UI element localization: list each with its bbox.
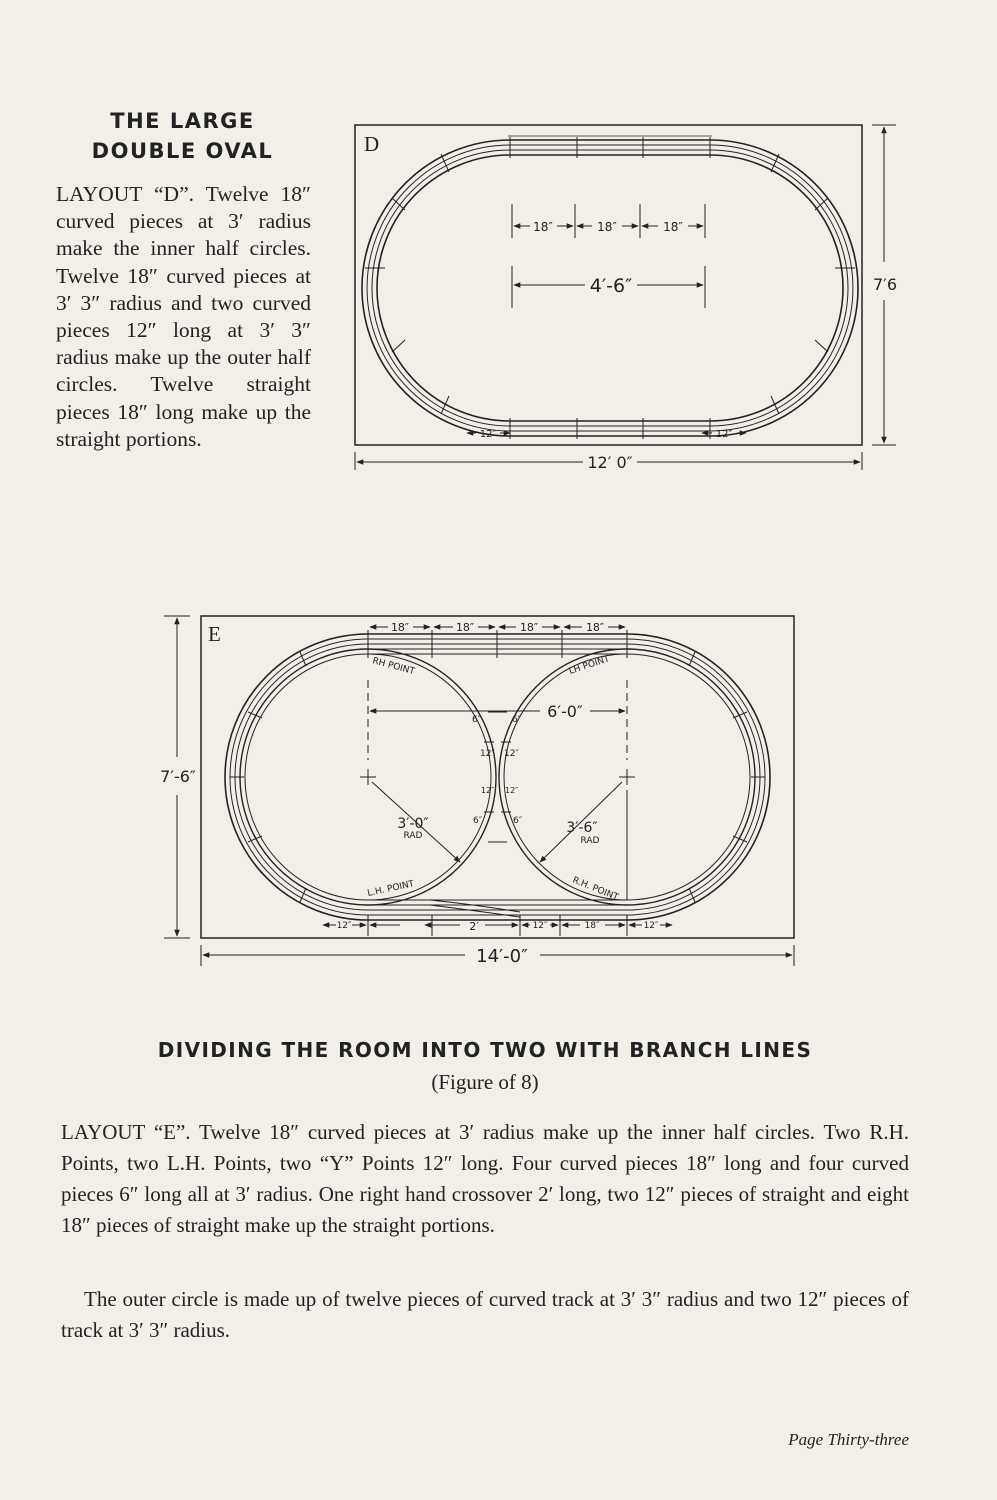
diagram-d-letter: D xyxy=(364,132,380,156)
diagram-d xyxy=(355,125,896,470)
diagram-e-dim-6-b: 6″ xyxy=(512,715,522,725)
diagram-e-dim-12-bl: 12″ xyxy=(336,921,352,931)
diagram-e-dim-18-bottom: 18″ xyxy=(584,921,600,931)
diagram-e-rh-point-top: RH POINT xyxy=(371,656,416,678)
diagram-e-letter: E xyxy=(208,622,221,646)
diagram-e-radius-left: 3′-0″ xyxy=(397,816,429,832)
diagram-e-lh-point-bottom: L.H. POINT xyxy=(366,879,416,899)
diagram-e-dim-6-a: 6″ xyxy=(472,715,482,725)
layout-e-heading: DIVIDING THE ROOM INTO TWO WITH BRANCH LINES xyxy=(157,1038,813,1062)
diagram-e-dim-18-c: 18″ xyxy=(519,621,539,634)
layout-e-paragraph-2: The outer circle is made up of twelve pieces of curved track at 3′ 3″ radius and two 12″ pieces of track at 3′ 3″ radius. xyxy=(61,1287,909,1342)
diagram-e-joints xyxy=(230,630,765,902)
diagram-e-dim-2: 2′ xyxy=(469,920,479,933)
diagram-e-dim-12-a: 12″ xyxy=(480,749,495,759)
diagram-e-track xyxy=(225,630,770,920)
diagram-d-dim-12-left: 12″ xyxy=(479,429,497,440)
diagram-e-dim-18-a: 18″ xyxy=(390,621,410,634)
diagram-e-rad-right: RAD xyxy=(580,836,600,846)
layout-d-description: LAYOUT “D”. Twelve 18″ curved pieces at 3′ radius make the inner half circles. Twelve 18″ curved pieces at 3′ 3″ radius and two curved pieces 12″ long at 3′ 3″ radius make up the outer half circles. Twelve straight pieces 18″ long make up the straight portions. xyxy=(56,182,311,451)
diagram-e-rh-point-bottom: R.H. POINT xyxy=(570,875,620,903)
diagram-e-radius-right: 3′-6″ xyxy=(566,820,598,836)
diagram-e-lh-point-top: LH POINT xyxy=(567,654,611,677)
diagram-e-dim-12-br: 12″ xyxy=(643,921,659,931)
diagram-e-dim-12-d: 12″ xyxy=(505,786,519,795)
diagram-e-width: 14′-0″ xyxy=(476,946,528,967)
diagram-d-dim-18-a: 18″ xyxy=(533,220,553,234)
diagram-e-dim-12-bm: 12″ xyxy=(532,921,548,931)
diagram-d-dim-4-6: 4′-6″ xyxy=(589,275,633,297)
diagram-d-dim-12-right: 12″ xyxy=(715,429,733,440)
diagram-d-dim-18-c: 18″ xyxy=(663,220,683,234)
layout-d-heading-line1: THE LARGE xyxy=(110,109,255,133)
layout-e-paragraph-1: LAYOUT “E”. Twelve 18″ curved pieces at 3′ radius make up the inner half circles. Two R.H. Points, two L.H. Points, two “Y” Points 12″ long. Four curved pieces 18″ long and four curved pieces 6″ long all at 3′ radius. One right hand crossover 2′ long, two 12″ pieces of straight and eight 18″ pieces of straight make up the straight portions. xyxy=(61,1120,909,1237)
diagram-d-dim-18-b: 18″ xyxy=(597,220,617,234)
diagram-e-dim-18-b: 18″ xyxy=(455,621,475,634)
diagram-e-frame xyxy=(201,616,794,938)
diagram-e-dim-12-b: 12″ xyxy=(504,749,519,759)
diagram-e-dim-6-c: 6″ xyxy=(473,816,483,826)
diagram-e-dim-6-d: 6″ xyxy=(513,816,523,826)
diagram-d-height: 7′6 xyxy=(873,275,897,294)
page-number: Page Thirty-three xyxy=(788,1430,909,1449)
layout-d-heading-line2: DOUBLE OVAL xyxy=(91,139,274,163)
diagram-e-dim-6-0: 6′-0″ xyxy=(547,702,583,721)
diagram-e-rad-left: RAD xyxy=(403,831,423,841)
diagram-e-dim-18-d: 18″ xyxy=(585,621,605,634)
layout-e-subheading: (Figure of 8) xyxy=(431,1070,539,1094)
diagram-e xyxy=(164,616,794,966)
diagram-e-height: 7′-6″ xyxy=(160,767,196,786)
diagram-d-width: 12′ 0″ xyxy=(587,453,633,472)
diagram-e-dim-12-c: 12″ xyxy=(481,786,495,795)
